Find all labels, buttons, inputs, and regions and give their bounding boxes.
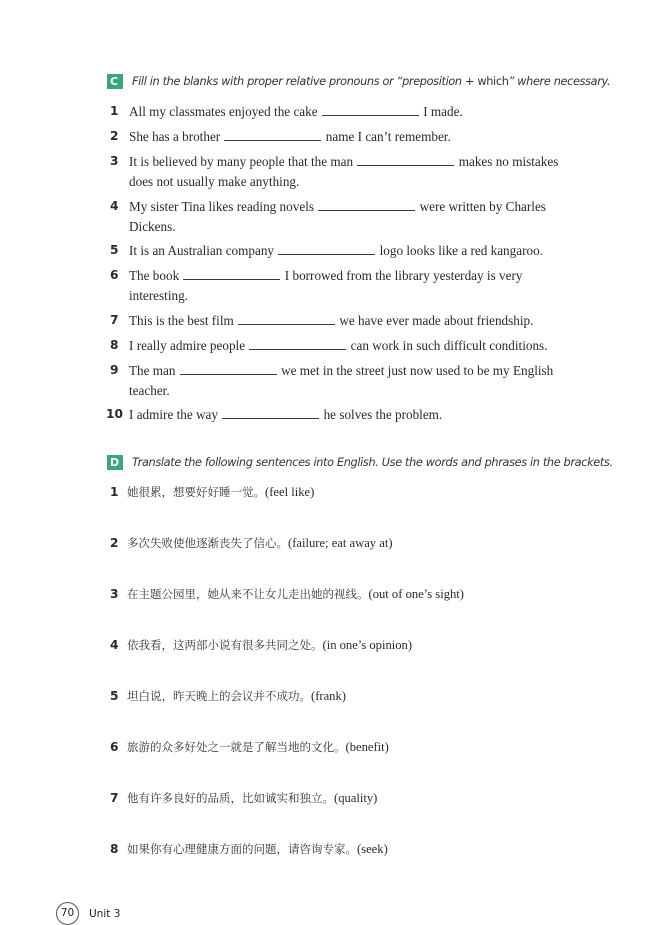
item-number: 10 — [106, 407, 123, 421]
hint-phrase: (benefit) — [345, 740, 389, 754]
fill-blank[interactable] — [238, 312, 335, 325]
hint-phrase: (seek) — [357, 842, 388, 856]
item-text-after: logo looks like a red kangaroo. — [379, 243, 543, 258]
translation-item-d8 — [110, 841, 388, 857]
fill-blank[interactable] — [318, 198, 415, 211]
instruction-text: Fill in the blanks with proper relative pronouns or “preposition — [132, 75, 462, 88]
item-text-before: She has a brother — [129, 129, 221, 144]
exercise-item-c7 — [110, 311, 580, 331]
fill-blank[interactable] — [180, 362, 277, 375]
fill-blank[interactable] — [224, 128, 321, 141]
hint-phrase: (quality) — [334, 791, 378, 805]
chinese-sentence: 在主题公园里，她从来不让女儿走出她的视线。 — [127, 587, 369, 601]
fill-blank[interactable] — [249, 337, 346, 350]
item-number: 6 — [110, 268, 119, 282]
exercise-item-c10 — [106, 405, 580, 425]
item-number: 4 — [110, 638, 119, 652]
item-text-after: I made. — [423, 104, 463, 119]
item-text-after: he solves the problem. — [323, 407, 443, 422]
exercise-item-c8 — [110, 336, 580, 356]
translation-item-d4 — [110, 637, 412, 653]
item-text-before: It is an Australian company — [129, 243, 275, 258]
section-c-heading — [107, 74, 610, 89]
item-text-before: I really admire people — [129, 338, 246, 353]
chinese-sentence: 多次失败使他逐渐丧失了信心。 — [127, 536, 288, 550]
item-number: 8 — [110, 338, 119, 352]
section-d-badge: D — [107, 455, 123, 470]
chinese-sentence: 旅游的众多好处之一就是了解当地的文化。 — [127, 740, 346, 754]
fill-blank[interactable] — [222, 406, 319, 419]
item-number: 7 — [110, 313, 119, 327]
item-text-after: we have ever made about friendship. — [339, 313, 534, 328]
section-c-badge: C — [107, 74, 123, 89]
hint-phrase: (out of one’s sight) — [368, 587, 464, 601]
exercise-item-c2 — [110, 127, 580, 147]
item-text-after: I borrowed from the library yesterday is very interesting. — [129, 268, 523, 303]
section-d-heading — [107, 455, 613, 470]
item-number: 5 — [110, 243, 119, 257]
item-text-before: My sister Tina likes reading novels — [129, 199, 314, 214]
chinese-sentence: 依我看，这两部小说有很多共同之处。 — [127, 638, 323, 652]
section-d-instruction: Translate the following sentences into English. Use the words and phrases in the brackets. — [132, 456, 613, 469]
item-number: 9 — [110, 363, 119, 377]
chinese-sentence: 他有许多良好的品质，比如诚实和独立。 — [127, 791, 334, 805]
page-number: 70 — [56, 902, 79, 925]
exercise-item-c1 — [110, 102, 580, 122]
item-text-before: This is the best film — [129, 313, 234, 328]
item-number: 1 — [110, 104, 119, 118]
translation-item-d1 — [110, 484, 314, 500]
translation-item-d2 — [110, 535, 393, 551]
item-text-after: name I can’t remember. — [325, 129, 451, 144]
exercise-item-c3 — [110, 152, 580, 191]
fill-blank[interactable] — [278, 242, 375, 255]
item-number: 7 — [110, 791, 119, 805]
hint-phrase: (frank) — [311, 689, 346, 703]
item-text-before: I admire the way — [129, 407, 218, 422]
item-number: 4 — [110, 199, 119, 213]
exercise-item-c9 — [110, 361, 580, 400]
item-text-before: The book — [129, 268, 180, 283]
item-text-after: we met in the street just now used to be my English teacher. — [129, 363, 554, 398]
chinese-sentence: 如果你有心理健康方面的问题，请咨询专家。 — [127, 842, 357, 856]
translation-item-d5 — [110, 688, 346, 704]
item-number: 5 — [110, 689, 119, 703]
page-footer — [56, 902, 120, 925]
exercise-item-c6 — [110, 266, 580, 305]
translation-item-d6 — [110, 739, 389, 755]
unit-label: Unit 3 — [89, 907, 121, 920]
item-text-before: The man — [129, 363, 176, 378]
item-number: 6 — [110, 740, 119, 754]
instruction-text-upright: + which — [461, 75, 509, 88]
item-text-after: can work in such difficult conditions. — [350, 338, 548, 353]
exercise-item-c4 — [110, 197, 580, 236]
item-text-after: makes no mistakes does not usually make anything. — [129, 154, 559, 189]
item-number: 8 — [110, 842, 119, 856]
fill-blank[interactable] — [357, 153, 454, 166]
item-number: 3 — [110, 154, 119, 168]
instruction-text-end: ” where necessary. — [508, 75, 611, 88]
translation-item-d7 — [110, 790, 377, 806]
item-number: 2 — [110, 536, 119, 550]
section-c-instruction — [132, 75, 610, 88]
item-text-before: All my classmates enjoyed the cake — [129, 104, 318, 119]
item-number: 1 — [110, 485, 119, 499]
item-text-after: were written by Charles Dickens. — [129, 199, 546, 234]
fill-blank[interactable] — [183, 267, 280, 280]
item-number: 3 — [110, 587, 119, 601]
hint-phrase: (feel like) — [265, 485, 315, 499]
item-number: 2 — [110, 129, 119, 143]
item-text-before: It is believed by many people that the man — [129, 154, 354, 169]
hint-phrase: (failure; eat away at) — [288, 536, 393, 550]
hint-phrase: (in one’s opinion) — [322, 638, 413, 652]
fill-blank[interactable] — [322, 103, 419, 116]
exercise-item-c5 — [110, 241, 580, 261]
chinese-sentence: 坦白说，昨天晚上的会议并不成功。 — [127, 689, 311, 703]
chinese-sentence: 她很累，想要好好睡一觉。 — [127, 485, 265, 499]
translation-item-d3 — [110, 586, 464, 602]
